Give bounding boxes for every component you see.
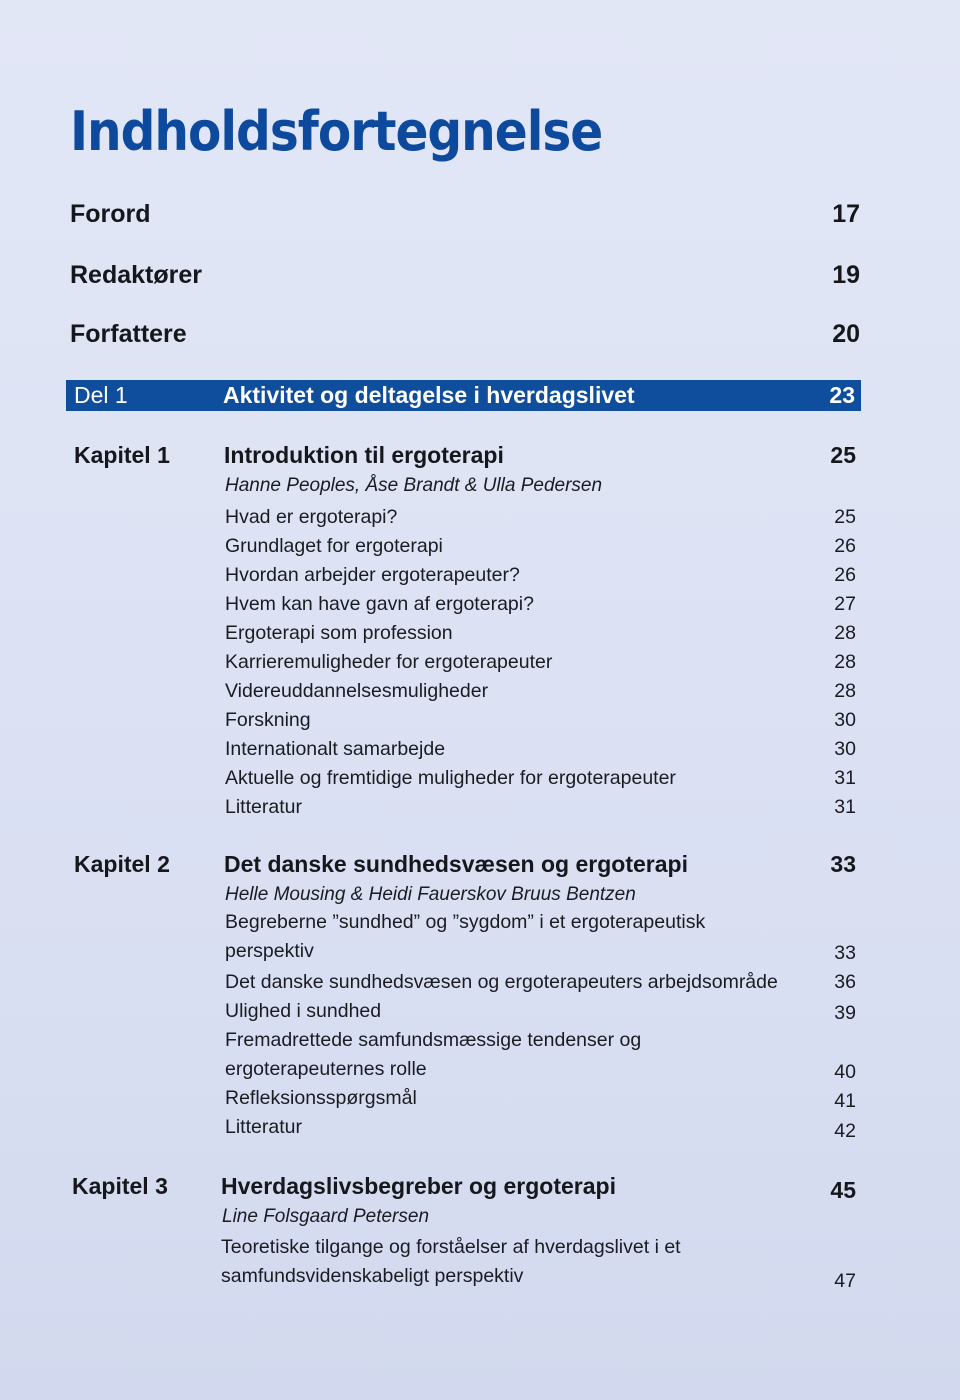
entry-page: 27 <box>834 593 856 615</box>
entry-page: 30 <box>834 709 856 731</box>
entry-text-continued: perspektiv <box>225 940 314 962</box>
entry-text: Begreberne ”sundhed” og ”sygdom” i et ergoterapeutisk <box>225 911 706 933</box>
entry-page: 28 <box>834 622 856 644</box>
entry-page: 26 <box>834 535 856 557</box>
part-heading-bar <box>66 380 861 411</box>
front-matter-forord <box>70 200 860 236</box>
entry-text-continued: samfundsvidenskabeligt perspektiv <box>221 1265 524 1287</box>
entry-page: 25 <box>834 506 856 528</box>
entry-text: Fremadrettede samfundsmæssige tendenser og <box>225 1029 642 1051</box>
chapter-label: Kapitel 3 <box>72 1173 168 1199</box>
entry-page: 30 <box>834 738 856 760</box>
entry-page: 33 <box>834 942 856 964</box>
entry-text: Ergoterapi som profession <box>225 622 453 644</box>
entry-page: 47 <box>834 1270 856 1292</box>
chapter-page: 33 <box>830 851 856 877</box>
entry-page: 40 <box>834 1061 856 1083</box>
entry-text: Litteratur <box>225 796 302 818</box>
entry-page: 31 <box>834 767 856 789</box>
chapter-authors: Hanne Peoples, Åse Brandt & Ulla Pedersen <box>225 475 603 496</box>
front-matter-forfattere <box>70 320 860 356</box>
chapter-page: 45 <box>830 1177 856 1203</box>
entry-text: Videreuddannelsesmuligheder <box>225 680 489 702</box>
chapter-label: Kapitel 1 <box>74 442 170 468</box>
entry-page: 39 <box>834 1002 856 1024</box>
entry-text: Teoretiske tilgange og forståelser af hverdagslivet i et <box>221 1236 681 1258</box>
chapter-title: Det danske sundhedsvæsen og ergoterapi <box>224 851 688 877</box>
entry-page: 36 <box>834 971 856 993</box>
chapter-authors: Line Folsgaard Petersen <box>222 1206 430 1227</box>
front-matter-page: 20 <box>832 320 860 348</box>
part-number: Del 1 <box>74 382 128 408</box>
entry-page: 31 <box>834 796 856 818</box>
entry-text: Internationalt samarbejde <box>225 738 446 760</box>
entry-text-continued: ergoterapeuternes rolle <box>225 1058 427 1080</box>
page-title: Indholdsfortegnelse <box>70 100 603 163</box>
front-matter-label: Forfattere <box>70 320 187 348</box>
chapter-authors: Helle Mousing & Heidi Fauerskov Bruus Bentzen <box>225 884 636 905</box>
chapter-title: Introduktion til ergoterapi <box>224 442 504 468</box>
entry-text: Ulighed i sundhed <box>225 1000 382 1022</box>
entry-text: Refleksionsspørgsmål <box>225 1087 417 1109</box>
entry-text: Forskning <box>225 709 311 731</box>
entry-text: Hvem kan have gavn af ergoterapi? <box>225 593 534 615</box>
entry-page: 28 <box>834 680 856 702</box>
entry-page: 26 <box>834 564 856 586</box>
entry-page: 28 <box>834 651 856 673</box>
part-page: 23 <box>829 382 855 408</box>
front-matter-page: 17 <box>832 200 860 228</box>
front-matter-page: 19 <box>832 261 860 289</box>
part-title: Aktivitet og deltagelse i hverdagslivet <box>223 382 635 408</box>
front-matter-label: Redaktører <box>70 261 202 289</box>
chapter-label: Kapitel 2 <box>74 851 170 877</box>
entry-page: 41 <box>834 1090 856 1112</box>
entry-text: Grundlaget for ergoterapi <box>225 535 443 557</box>
entry-text: Karrieremuligheder for ergoterapeuter <box>225 651 553 673</box>
entry-page: 42 <box>834 1120 856 1142</box>
entry-text: Litteratur <box>225 1116 302 1138</box>
entry-text: Hvad er ergoterapi? <box>225 506 398 528</box>
entry-text: Hvordan arbejder ergoterapeuter? <box>225 564 520 586</box>
chapter-page: 25 <box>830 442 856 468</box>
front-matter-label: Forord <box>70 200 151 228</box>
front-matter-redaktorer <box>70 261 860 297</box>
chapter-title: Hverdagslivsbegreber og ergoterapi <box>221 1173 616 1199</box>
entry-text: Det danske sundhedsvæsen og ergoterapeuters arbejdsområde <box>225 971 778 993</box>
entry-text: Aktuelle og fremtidige muligheder for ergoterapeuter <box>225 767 676 789</box>
